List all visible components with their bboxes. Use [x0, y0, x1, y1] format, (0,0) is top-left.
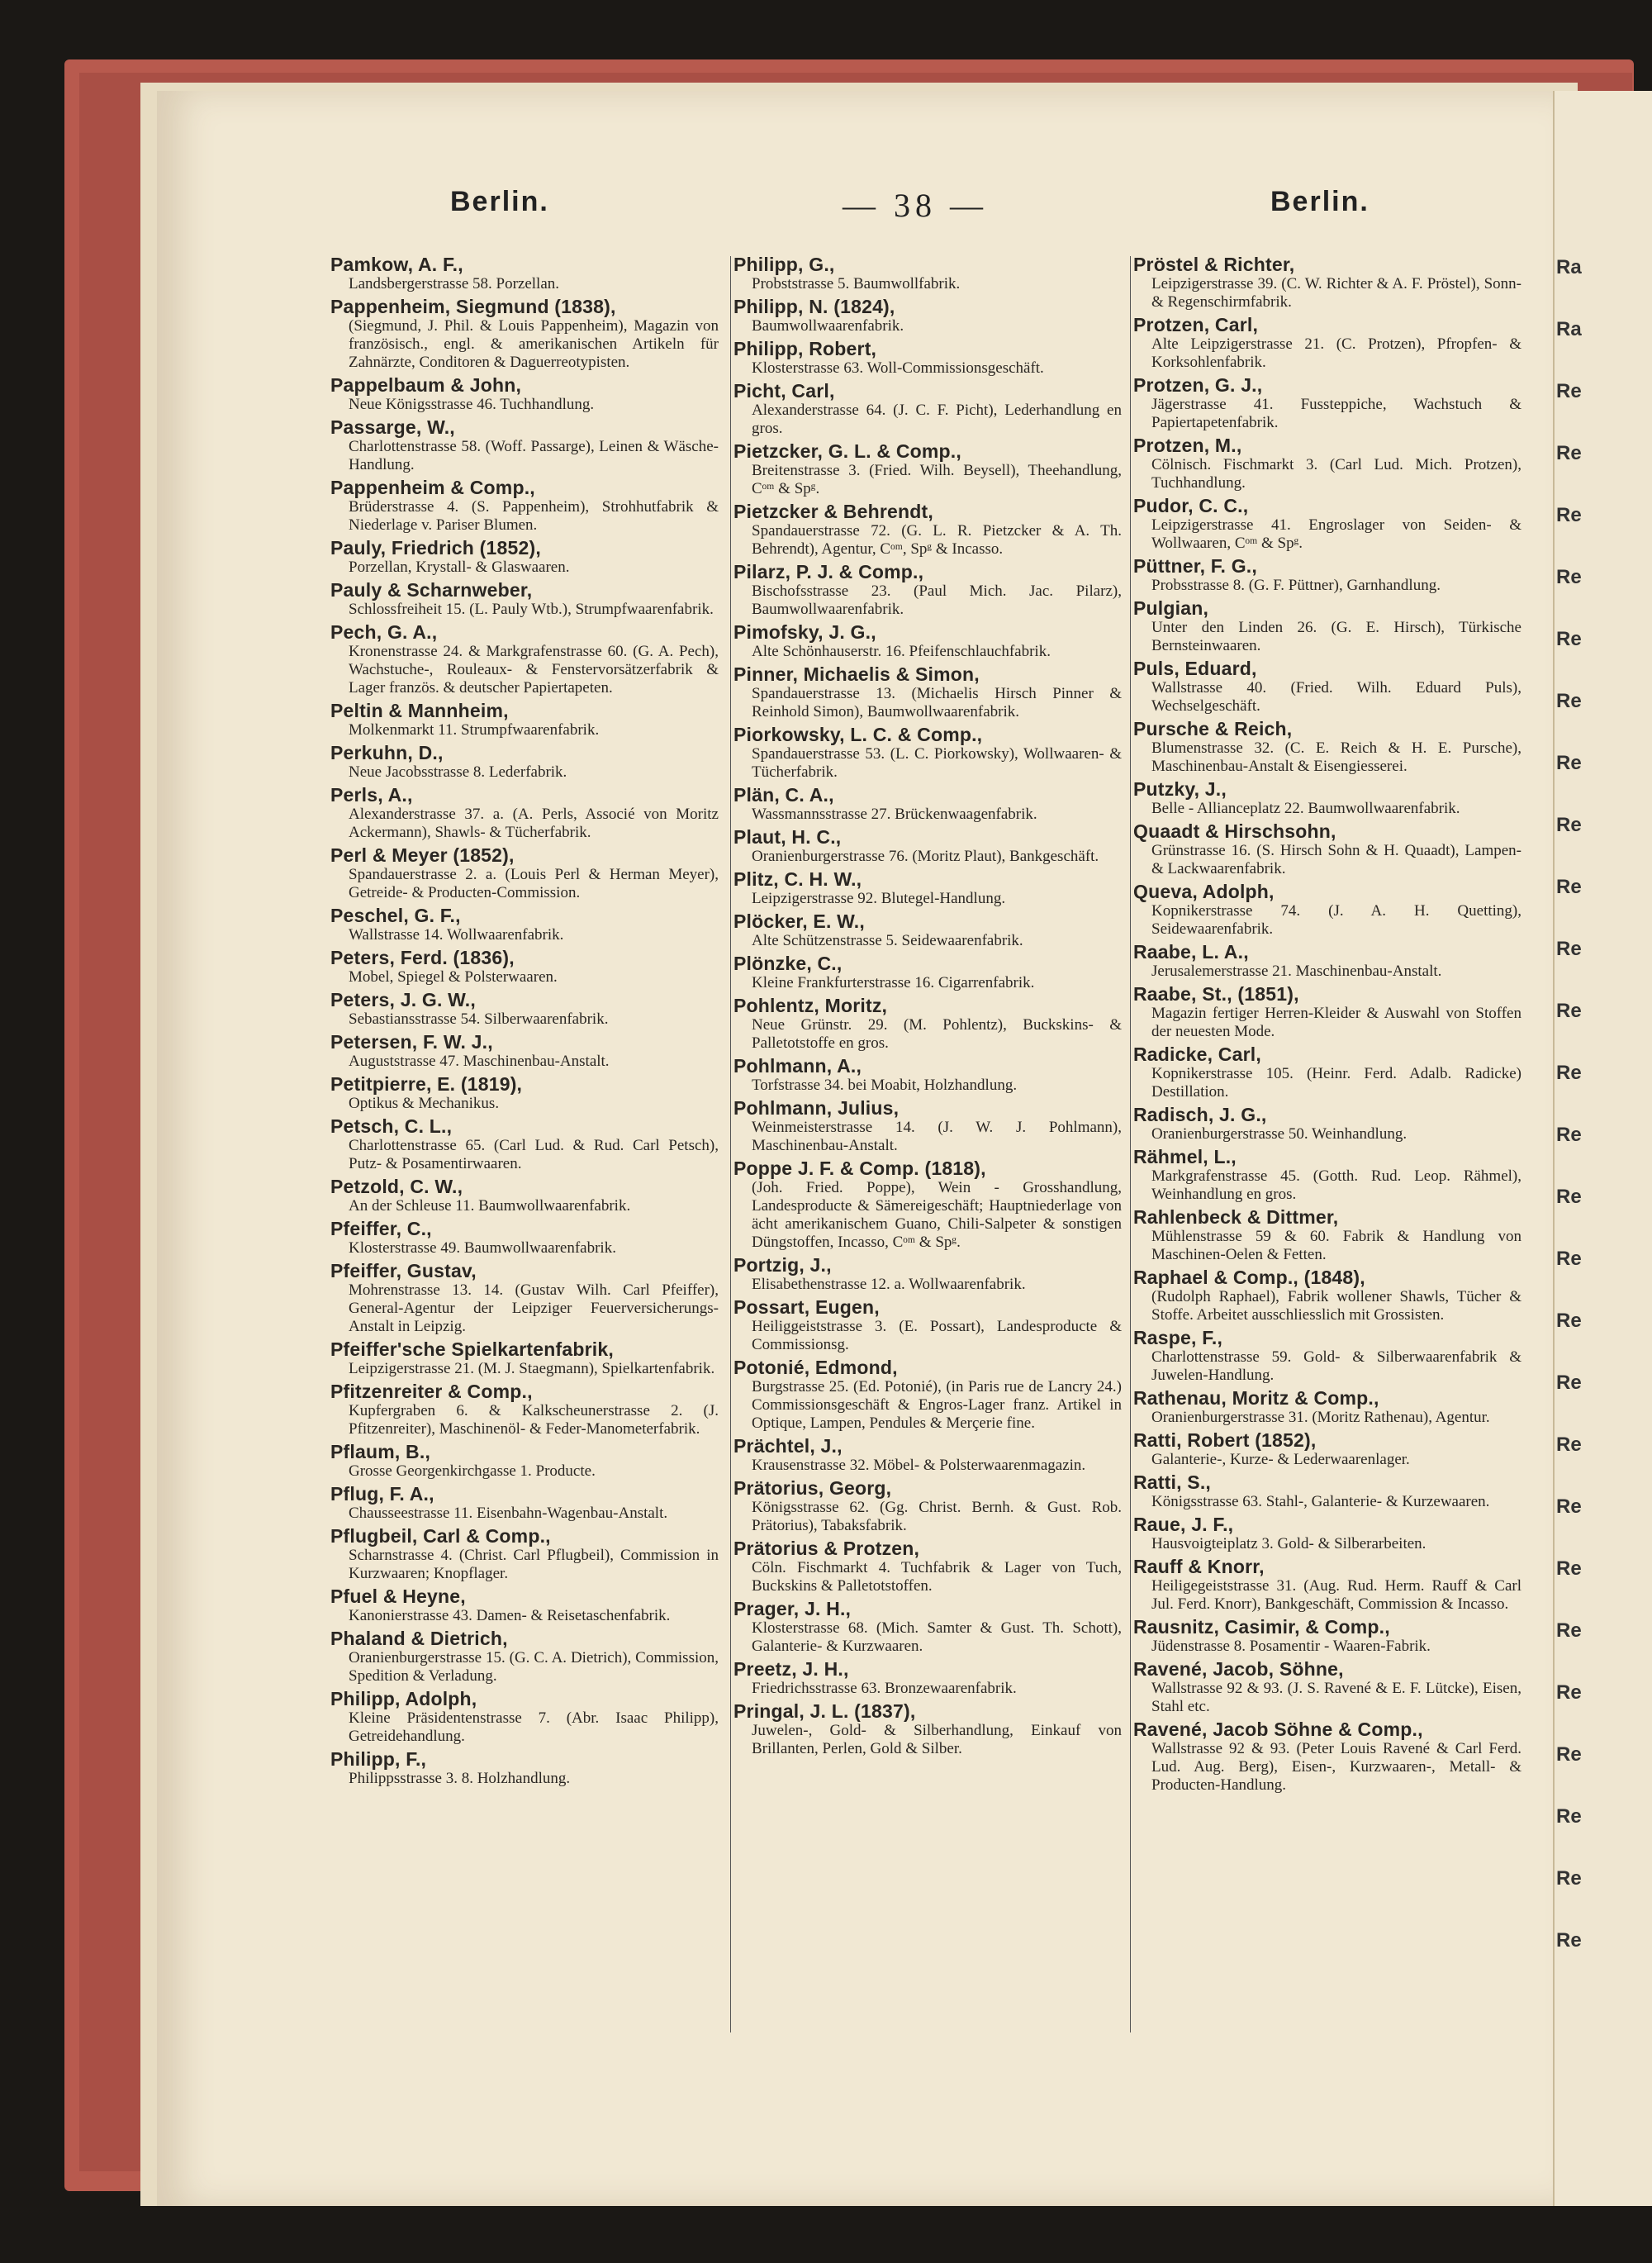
entry-name: Putzky, J.,: [1133, 778, 1227, 800]
entry-detail: An der Schleuse 11. Baumwollwaarenfabrik.: [349, 1197, 631, 1215]
entry-detail: Landsbergerstrasse 58. Porzellan.: [349, 275, 560, 292]
entry-name: Queva, Adolph,: [1133, 881, 1275, 902]
next-page-fragment: Re: [1556, 1867, 1582, 1890]
column-3: [1133, 254, 1521, 1797]
column-1: [330, 254, 719, 1790]
entry-name: Pfeiffer'sche Spielkartenfabrik,: [330, 1338, 614, 1360]
entry-detail: Auguststrasse 47. Maschinenbau-Anstalt.: [349, 1053, 610, 1070]
entry-detail: Grosse Georgenkirchgasse 1. Producte.: [349, 1462, 596, 1480]
directory-entry: [733, 1055, 1122, 1095]
entry-name: Petsch, C. L.,: [330, 1115, 453, 1137]
entry-name: Phaland & Dietrich,: [330, 1628, 508, 1649]
entry-name: Raabe, St., (1851),: [1133, 983, 1299, 1005]
next-page-edge: [1553, 91, 1652, 2206]
entry-name: Possart, Eugen,: [733, 1296, 880, 1318]
entry-detail: Unter den Linden 26. (G. E. Hirsch), Türkische Bernsteinwaaren.: [1151, 619, 1521, 654]
entry-name: Quaadt & Hirschsohn,: [1133, 820, 1336, 842]
entry-name: Peltin & Mannheim,: [330, 700, 509, 721]
entry-name: Prager, J. H.,: [733, 1598, 852, 1619]
entry-detail: Charlottenstrasse 65. (Carl Lud. & Rud. Carl Petsch), Putz- & Posamentirwaaren.: [349, 1137, 719, 1172]
directory-entry: [733, 1296, 1122, 1354]
entry-name: Pulgian,: [1133, 597, 1209, 619]
directory-entry: [330, 374, 719, 414]
directory-entry: [1133, 1616, 1521, 1656]
directory-entry: [330, 1115, 719, 1173]
entry-detail: Wallstrasse 92 & 93. (Peter Louis Ravené & Carl Ferd. Lud. Aug. Berg), Eisen-, Kurzwaaren-, Metall- & Producten-Handlung.: [1151, 1740, 1521, 1794]
directory-entry: [1133, 1556, 1521, 1614]
entry-name: Raspe, F.,: [1133, 1327, 1223, 1348]
directory-entry: [733, 1538, 1122, 1595]
entry-detail: Chausseestrasse 11. Eisenbahn-Wagenbau-Anstalt.: [349, 1505, 668, 1522]
entry-name: Poppe J. F. & Comp. (1818),: [733, 1158, 986, 1179]
entry-name: Protzen, Carl,: [1133, 314, 1259, 335]
entry-detail: Schlossfreiheit 15. (L. Pauly Wtb.), Strumpfwaarenfabrik.: [349, 601, 714, 618]
entry-name: Plönzke, C.,: [733, 953, 843, 974]
entry-name: Ratti, S.,: [1133, 1471, 1212, 1493]
entry-name: Rausnitz, Casimir, & Comp.,: [1133, 1616, 1390, 1638]
entry-name: Picht, Carl,: [733, 380, 835, 402]
entry-detail: Klosterstrasse 63. Woll-Commissionsgeschäft.: [752, 359, 1044, 377]
directory-entry: [733, 1097, 1122, 1155]
entry-detail: Friedrichsstrasse 63. Bronzewaarenfabrik.: [752, 1680, 1017, 1697]
directory-entry: [330, 1176, 719, 1215]
entry-detail: Königsstrasse 63. Stahl-, Galanterie- & Kurzewaaren.: [1151, 1493, 1490, 1510]
directory-entry: [1133, 555, 1521, 595]
entry-detail: Jüdenstrasse 8. Posamentir - Waaren-Fabrik.: [1151, 1638, 1431, 1655]
entry-detail: Baumwollwaarenfabrik.: [752, 317, 904, 335]
directory-entry: [733, 826, 1122, 866]
next-page-fragment: Re: [1556, 1062, 1582, 1084]
entry-detail: Kronenstrasse 24. & Markgrafenstrasse 60. (G. A. Pech), Wachstuche-, Rouleaux- & Fenstervorsätzerfabrik & Lager französ. & deutscher Papiertapeten.: [349, 643, 719, 696]
entry-name: Pappenheim, Siegmund (1838),: [330, 296, 616, 317]
entry-detail: Optikus & Mechanikus.: [349, 1095, 500, 1112]
directory-entry: [733, 1158, 1122, 1252]
entry-detail: Leipzigerstrasse 41. Engroslager von Seiden- & Wollwaaren, Cᵒᵐ & Spᵍ.: [1151, 516, 1521, 552]
directory-entry: [1133, 314, 1521, 372]
directory-entry: [330, 905, 719, 944]
entry-name: Peschel, G. F.,: [330, 905, 461, 926]
next-page-fragment: Re: [1556, 1495, 1582, 1518]
directory-entry: [330, 254, 719, 293]
directory-entry: [1133, 435, 1521, 492]
directory-entry: [1133, 1327, 1521, 1385]
entry-detail: Klosterstrasse 49. Baumwollwaarenfabrik.: [349, 1239, 616, 1257]
entry-detail: Scharnstrasse 4. (Christ. Carl Pflugbeil), Commission in Kurzwaaren; Knopflager.: [349, 1547, 719, 1582]
entry-detail: Wallstrasse 14. Wollwaarenfabrik.: [349, 926, 564, 944]
directory-entry: [1133, 1429, 1521, 1469]
entry-detail: Heiliggeiststrasse 3. (E. Possart), Landesproducte & Commissionsg.: [752, 1318, 1122, 1353]
directory-entry: [733, 910, 1122, 950]
next-page-fragment: Re: [1556, 1805, 1582, 1828]
directory-entry: [733, 1477, 1122, 1535]
entry-name: Püttner, F. G.,: [1133, 555, 1257, 577]
entry-name: Raue, J. F.,: [1133, 1514, 1234, 1535]
next-page-fragment: Re: [1556, 1743, 1582, 1766]
entry-detail: Juwelen-, Gold- & Silberhandlung, Einkauf von Brillanten, Perlen, Gold & Silber.: [752, 1722, 1122, 1757]
next-page-fragment: Re: [1556, 690, 1582, 712]
entry-detail: Oranienburgerstrasse 50. Weinhandlung.: [1151, 1125, 1408, 1143]
next-page-fragment: Re: [1556, 1929, 1582, 1952]
entry-name: Pohlmann, A.,: [733, 1055, 862, 1077]
entry-name: Pflugbeil, Carl & Comp.,: [330, 1525, 551, 1547]
directory-entry: [733, 296, 1122, 335]
entry-detail: Mühlenstrasse 59 & 60. Fabrik & Handlung von Maschinen-Oelen & Fetten.: [1151, 1228, 1521, 1263]
next-page-fragment: Re: [1556, 1310, 1582, 1332]
entry-name: Petitpierre, E. (1819),: [330, 1073, 523, 1095]
next-page-fragment: Re: [1556, 1619, 1582, 1642]
entry-detail: Philippsstrasse 3. 8. Holzhandlung.: [349, 1770, 571, 1787]
entry-name: Raabe, L. A.,: [1133, 941, 1249, 963]
entry-detail: Cölnisch. Fischmarkt 3. (Carl Lud. Mich. Protzen), Tuchhandlung.: [1151, 456, 1521, 492]
entry-detail: Spandauerstrasse 2. a. (Louis Perl & Herman Meyer), Getreide- & Producten-Commission.: [349, 866, 719, 901]
next-page-fragment: Re: [1556, 1000, 1582, 1022]
entry-detail: Alte Leipzigerstrasse 21. (C. Protzen), Pfropfen- & Korksohlenfabrik.: [1151, 335, 1521, 371]
entry-name: Petersen, F. W. J.,: [330, 1031, 493, 1053]
header-right: Berlin.: [1270, 186, 1370, 217]
directory-entry: [733, 1700, 1122, 1758]
next-page-fragment: Re: [1556, 1681, 1582, 1704]
directory-entry: [330, 784, 719, 842]
entry-name: Philipp, Robert,: [733, 338, 877, 359]
directory-entry: [330, 1073, 719, 1113]
entry-name: Pinner, Michaelis & Simon,: [733, 663, 980, 685]
entry-name: Rauff & Knorr,: [1133, 1556, 1265, 1577]
entry-detail: Kupfergraben 6. & Kalkscheunerstrasse 2. (J. Pfitzenreiter), Maschinenöl- & Feder-Manometerfabrik.: [349, 1402, 719, 1438]
entry-name: Pringal, J. L. (1837),: [733, 1700, 916, 1722]
entry-name: Pamkow, A. F.,: [330, 254, 463, 275]
entry-name: Philipp, Adolph,: [330, 1688, 477, 1709]
entry-detail: Neue Königsstrasse 46. Tuchhandlung.: [349, 396, 595, 413]
directory-entry: [330, 742, 719, 782]
directory-entry: [733, 1254, 1122, 1294]
entry-detail: Kleine Frankfurterstrasse 16. Cigarrenfabrik.: [752, 974, 1035, 991]
entry-name: Puls, Eduard,: [1133, 658, 1257, 679]
entry-detail: Alexanderstrasse 37. a. (A. Perls, Associé von Moritz Ackermann), Shawls- & Tücherfabrik.: [349, 806, 719, 841]
directory-entry: [330, 1260, 719, 1336]
directory-entry: [330, 416, 719, 474]
entry-detail: Kopnikerstrasse 105. (Heinr. Ferd. Adalb. Radicke) Destillation.: [1151, 1065, 1521, 1101]
entry-name: Petzold, C. W.,: [330, 1176, 463, 1197]
entry-detail: Mobel, Spiegel & Polsterwaaren.: [349, 968, 558, 986]
entry-detail: Grünstrasse 16. (S. Hirsch Sohn & H. Quaadt), Lampen- & Lackwaarenfabrik.: [1151, 842, 1521, 877]
entry-detail: Brüderstrasse 4. (S. Pappenheim), Strohhutfabrik & Niederlage v. Pariser Blumen.: [349, 498, 719, 534]
entry-name: Pech, G. A.,: [330, 621, 438, 643]
entry-name: Ratti, Robert (1852),: [1133, 1429, 1317, 1451]
entry-name: Prächtel, J.,: [733, 1435, 843, 1457]
entry-name: Pfeiffer, C.,: [330, 1218, 432, 1239]
entry-detail: Kleine Präsidentenstrasse 7. (Abr. Isaac Philipp), Getreidehandlung.: [349, 1709, 719, 1745]
entry-detail: Probsstrasse 8. (G. F. Püttner), Garnhandlung.: [1151, 577, 1441, 594]
directory-entry: [330, 579, 719, 619]
page-number: — 38 —: [843, 187, 988, 224]
entry-detail: Heiligegeiststrasse 31. (Aug. Rud. Herm. Rauff & Carl Jul. Ferd. Knorr), Bankgeschäft, Commission & Incasso.: [1151, 1577, 1521, 1613]
directory-entry: [330, 1628, 719, 1685]
entry-detail: Spandauerstrasse 72. (G. L. R. Pietzcker & A. Th. Behrendt), Agentur, Cᵒᵐ, Spᵍ & Incasso.: [752, 522, 1122, 558]
directory-entry: [733, 995, 1122, 1053]
directory-entry: [733, 868, 1122, 908]
header-left: Berlin.: [450, 186, 549, 217]
directory-entry: [1133, 1206, 1521, 1264]
entry-detail: Molkenmarkt 11. Strumpfwaarenfabrik.: [349, 721, 600, 739]
entry-detail: Belle - Allianceplatz 22. Baumwollwaarenfabrik.: [1151, 800, 1460, 817]
entry-name: Portzig, J.,: [733, 1254, 832, 1276]
entry-detail: (Rudolph Raphael), Fabrik wollener Shawls, Tücher & Stoffe. Arbeitet ausschliesslich mit Grossisten.: [1151, 1288, 1521, 1324]
entry-name: Peters, J. G. W.,: [330, 989, 476, 1010]
directory-entry: [330, 537, 719, 577]
directory-entry: [733, 254, 1122, 293]
entry-name: Preetz, J. H.,: [733, 1658, 849, 1680]
directory-entry: [1133, 820, 1521, 878]
entry-name: Radisch, J. G.,: [1133, 1104, 1267, 1125]
entry-detail: Wallstrasse 92 & 93. (J. S. Ravené & E. F. Lütcke), Eisen, Stahl etc.: [1151, 1680, 1521, 1715]
entry-detail: Cöln. Fischmarkt 4. Tuchfabrik & Lager von Tuch, Buckskins & Palletotstoffen.: [752, 1559, 1122, 1595]
directory-entry: [733, 1598, 1122, 1656]
entry-name: Passarge, W.,: [330, 416, 455, 438]
directory-entry: [330, 989, 719, 1029]
directory-entry: [330, 1483, 719, 1523]
column-2: [733, 254, 1122, 1761]
entry-detail: Alte Schützenstrasse 5. Seidewaarenfabrik.: [752, 932, 1023, 949]
entry-detail: Torfstrasse 34. bei Moabit, Holzhandlung.: [752, 1077, 1018, 1094]
entry-name: Pudor, C. C.,: [1133, 495, 1249, 516]
directory-entry: [330, 1748, 719, 1788]
entry-name: Plän, C. A.,: [733, 784, 834, 806]
entry-name: Pfuel & Heyne,: [330, 1586, 466, 1607]
directory-entry: [330, 621, 719, 697]
directory-entry: [733, 338, 1122, 378]
directory-entry: [733, 1435, 1122, 1475]
directory-entry: [733, 953, 1122, 992]
entry-name: Pimofsky, J. G.,: [733, 621, 876, 643]
entry-detail: Oranienburgerstrasse 15. (G. C. A. Dietrich), Commission, Spedition & Verladung.: [349, 1649, 719, 1685]
entry-name: Perl & Meyer (1852),: [330, 844, 515, 866]
directory-entry: [733, 561, 1122, 619]
entry-detail: Wassmannsstrasse 27. Brückenwaagenfabrik.: [752, 806, 1037, 823]
entry-name: Philipp, F.,: [330, 1748, 427, 1770]
entry-name: Pohlentz, Moritz,: [733, 995, 888, 1016]
entry-name: Philipp, G.,: [733, 254, 835, 275]
next-page-fragment: Re: [1556, 1557, 1582, 1580]
directory-entry: [330, 1218, 719, 1257]
directory-entry: [1133, 495, 1521, 553]
entry-detail: Breitenstrasse 3. (Fried. Wilh. Beysell), Theehandlung, Cᵒᵐ & Spᵍ.: [752, 462, 1122, 497]
directory-entry: [733, 440, 1122, 498]
entry-detail: Leipzigerstrasse 21. (M. J. Staegmann), Spielkartenfabrik.: [349, 1360, 715, 1377]
entry-detail: Jerusalemerstrasse 21. Maschinenbau-Anstalt.: [1151, 963, 1442, 980]
entry-name: Prätorius & Protzen,: [733, 1538, 920, 1559]
next-page-fragment: Re: [1556, 1372, 1582, 1394]
entry-name: Pursche & Reich,: [1133, 718, 1293, 739]
directory-entry: [1133, 1104, 1521, 1143]
entry-name: Radicke, Carl,: [1133, 1044, 1261, 1065]
entry-name: Perkuhn, D.,: [330, 742, 444, 763]
directory-entry: [1133, 1719, 1521, 1795]
entry-detail: Kopnikerstrasse 74. (J. A. H. Quetting), Seidewaarenfabrik.: [1151, 902, 1521, 938]
entry-name: Plaut, H. C.,: [733, 826, 842, 848]
next-page-fragment: Re: [1556, 566, 1582, 588]
next-page-fragment: Re: [1556, 442, 1582, 464]
entry-detail: Leipzigerstrasse 92. Blutegel-Handlung.: [752, 890, 1006, 907]
entry-detail: Krausenstrasse 32. Möbel- & Polsterwaarenmagazin.: [752, 1457, 1086, 1474]
directory-entry: [1133, 254, 1521, 311]
entry-name: Rähmel, L.,: [1133, 1146, 1237, 1167]
next-page-fragment: Re: [1556, 938, 1582, 960]
directory-entry: [1133, 1514, 1521, 1553]
entry-name: Pohlmann, Julius,: [733, 1097, 900, 1119]
directory-entry: [330, 1525, 719, 1583]
entry-name: Pflug, F. A.,: [330, 1483, 434, 1505]
directory-entry: [1133, 1044, 1521, 1101]
entry-name: Pilarz, P. J. & Comp.,: [733, 561, 924, 582]
directory-entry: [330, 700, 719, 739]
entry-name: Pauly & Scharnweber,: [330, 579, 533, 601]
directory-entry: [330, 1031, 719, 1071]
entry-detail: Königsstrasse 62. (Gg. Christ. Bernh. & Gust. Rob. Prätorius), Tabaksfabrik.: [752, 1499, 1122, 1534]
directory-entry: [1133, 983, 1521, 1041]
entry-detail: Mohrenstrasse 13. 14. (Gustav Wilh. Carl Pfeiffer), General-Agentur der Leipziger Feuerversicherungs-Anstalt in Leipzig.: [349, 1281, 719, 1335]
entry-detail: Wallstrasse 40. (Fried. Wilh. Eduard Puls), Wechselgeschäft.: [1151, 679, 1521, 715]
column-rule: [1130, 256, 1131, 2032]
directory-entry: [330, 296, 719, 372]
directory-entry: [1133, 941, 1521, 981]
entry-name: Pietzcker, G. L. & Comp.,: [733, 440, 961, 462]
directory-entry: [1133, 374, 1521, 432]
directory-entry: [733, 663, 1122, 721]
directory-entry: [1133, 597, 1521, 655]
next-page-fragment: Re: [1556, 504, 1582, 526]
next-page-fragment: Ra: [1556, 256, 1582, 278]
next-page-fragment: Re: [1556, 380, 1582, 402]
directory-entry: [733, 380, 1122, 438]
entry-name: Potonié, Edmond,: [733, 1357, 898, 1378]
directory-entry: [330, 1338, 719, 1378]
entry-detail: Kanonierstrasse 43. Damen- & Reisetaschenfabrik.: [349, 1607, 671, 1624]
directory-entry: [733, 501, 1122, 559]
directory-entry: [330, 1688, 719, 1746]
entry-detail: Klosterstrasse 68. (Mich. Samter & Gust. Th. Schott), Galanterie- & Kurzwaaren.: [752, 1619, 1122, 1655]
directory-entry: [1133, 1471, 1521, 1511]
directory-entry: [733, 784, 1122, 824]
entry-detail: Markgrafenstrasse 45. (Gotth. Rud. Leop. Rähmel), Weinhandlung en gros.: [1151, 1167, 1521, 1203]
next-page-fragment: Re: [1556, 1433, 1582, 1456]
next-page-fragment: Re: [1556, 814, 1582, 836]
directory-entry: [733, 1357, 1122, 1433]
entry-detail: Charlottenstrasse 59. Gold- & Silberwaarenfabrik & Juwelen-Handlung.: [1151, 1348, 1521, 1384]
entry-detail: Leipzigerstrasse 39. (C. W. Richter & A. F. Pröstel), Sonn- & Regenschirmfabrik.: [1151, 275, 1521, 311]
directory-entry: [330, 1586, 719, 1625]
entry-name: Rahlenbeck & Dittmer,: [1133, 1206, 1339, 1228]
entry-name: Raphael & Comp., (1848),: [1133, 1267, 1365, 1288]
directory-entry: [1133, 778, 1521, 818]
entry-name: Plöcker, E. W.,: [733, 910, 865, 932]
entry-detail: Blumenstrasse 32. (C. E. Reich & H. E. Pursche), Maschinenbau-Anstalt & Eisengiesserei.: [1151, 739, 1521, 775]
entry-detail: (Joh. Fried. Poppe), Wein - Grosshandlung, Landesproducte & Sämereigeschäft; Hauptniederlage von ächt amerikanischem Guano, Chili-Salpeter & sonstigen Düngstoffen, Incasso, Cᵒᵐ & Spᵍ.: [752, 1179, 1122, 1251]
entry-name: Pfeiffer, Gustav,: [330, 1260, 477, 1281]
entry-name: Peters, Ferd. (1836),: [330, 947, 515, 968]
entry-name: Ravené, Jacob, Söhne,: [1133, 1658, 1344, 1680]
entry-name: Perls, A.,: [330, 784, 413, 806]
directory-entry: [1133, 1146, 1521, 1204]
entry-name: Rathenau, Moritz & Comp.,: [1133, 1387, 1379, 1409]
entry-detail: Magazin fertiger Herren-Kleider & Auswahl von Stoffen der neuesten Mode.: [1151, 1005, 1521, 1040]
entry-detail: Spandauerstrasse 13. (Michaelis Hirsch Pinner & Reinhold Simon), Baumwollwaarenfabrik.: [752, 685, 1122, 720]
entry-detail: Sebastiansstrasse 54. Silberwaarenfabrik.: [349, 1010, 609, 1028]
entry-name: Pappenheim & Comp.,: [330, 477, 535, 498]
directory-entry: [1133, 1267, 1521, 1324]
entry-detail: Burgstrasse 25. (Ed. Potonié), (in Paris rue de Lancry 24.) Commissionsgeschäft & Engros-Lager franz. Artikel in Optique, Lampen, Pendules & Merçerie fine.: [752, 1378, 1122, 1432]
entry-detail: Alte Schönhauserstr. 16. Pfeifenschlauchfabrik.: [752, 643, 1051, 660]
entry-detail: Porzellan, Krystall- & Glaswaaren.: [349, 559, 570, 576]
directory-entry: [330, 844, 719, 902]
entry-detail: Jägerstrasse 41. Fussteppiche, Wachstuch & Papiertapetenfabrik.: [1151, 396, 1521, 431]
next-page-fragment: Re: [1556, 628, 1582, 650]
next-page-fragment: Re: [1556, 1186, 1582, 1208]
entry-name: Philipp, N. (1824),: [733, 296, 895, 317]
entry-name: Pröstel & Richter,: [1133, 254, 1295, 275]
entry-detail: Charlottenstrasse 58. (Woff. Passarge), Leinen & Wäsche-Handlung.: [349, 438, 719, 473]
entry-detail: Alexanderstrasse 64. (J. C. F. Picht), Lederhandlung en gros.: [752, 402, 1122, 437]
entry-name: Pauly, Friedrich (1852),: [330, 537, 541, 559]
directory-entry: [330, 1441, 719, 1481]
entry-detail: Spandauerstrasse 53. (L. C. Piorkowsky), Wollwaaren- & Tücherfabrik.: [752, 745, 1122, 781]
entry-name: Pietzcker & Behrendt,: [733, 501, 933, 522]
directory-entry: [330, 947, 719, 986]
entry-detail: (Siegmund, J. Phil. & Louis Pappenheim), Magazin von französisch., engl. & amerikanischen Artikeln für Zahnärzte, Conditoren & Daguerreotypisten.: [349, 317, 719, 371]
entry-name: Prätorius, Georg,: [733, 1477, 892, 1499]
directory-entry: [733, 1658, 1122, 1698]
entry-detail: Neue Jacobsstrasse 8. Lederfabrik.: [349, 763, 567, 781]
entry-name: Pflaum, B.,: [330, 1441, 431, 1462]
entry-name: Piorkowsky, L. C. & Comp.,: [733, 724, 983, 745]
entry-detail: Elisabethenstrasse 12. a. Wollwaarenfabrik.: [752, 1276, 1026, 1293]
entry-detail: Oranienburgerstrasse 76. (Moritz Plaut), Bankgeschäft.: [752, 848, 1099, 865]
directory-entry: [330, 1381, 719, 1438]
next-page-fragment: Re: [1556, 752, 1582, 774]
entry-name: Protzen, M.,: [1133, 435, 1242, 456]
directory-entry: [733, 621, 1122, 661]
entry-detail: Weinmeisterstrasse 14. (J. W. J. Pohlmann), Maschinenbau-Anstalt.: [752, 1119, 1122, 1154]
entry-name: Pfitzenreiter & Comp.,: [330, 1381, 533, 1402]
entry-detail: Hausvoigteiplatz 3. Gold- & Silberarbeiten.: [1151, 1535, 1427, 1552]
entry-detail: Neue Grünstr. 29. (M. Pohlentz), Buckskins- & Palletotstoffe en gros.: [752, 1016, 1122, 1052]
column-rule: [730, 256, 731, 2032]
directory-entry: [1133, 718, 1521, 776]
next-page-fragment: Ra: [1556, 318, 1582, 340]
directory-entry: [1133, 1387, 1521, 1427]
next-page-fragment: Re: [1556, 1248, 1582, 1270]
entry-name: Ravené, Jacob Söhne & Comp.,: [1133, 1719, 1423, 1740]
next-page-fragment: Re: [1556, 876, 1582, 898]
entry-name: Plitz, C. H. W.,: [733, 868, 862, 890]
directory-entry: [1133, 658, 1521, 716]
entry-detail: Galanterie-, Kurze- & Lederwaarenlager.: [1151, 1451, 1410, 1468]
entry-name: Protzen, G. J.,: [1133, 374, 1263, 396]
entry-detail: Probststrasse 5. Baumwollfabrik.: [752, 275, 961, 292]
next-page-fragment: Re: [1556, 1124, 1582, 1146]
directory-entry: [1133, 1658, 1521, 1716]
entry-name: Pappelbaum & John,: [330, 374, 522, 396]
directory-entry: [330, 477, 719, 535]
directory-entry: [733, 724, 1122, 782]
entry-detail: Oranienburgerstrasse 31. (Moritz Rathenau), Agentur.: [1151, 1409, 1490, 1426]
entry-detail: Bischofsstrasse 23. (Paul Mich. Jac. Pilarz), Baumwollwaarenfabrik.: [752, 582, 1122, 618]
directory-entry: [1133, 881, 1521, 939]
